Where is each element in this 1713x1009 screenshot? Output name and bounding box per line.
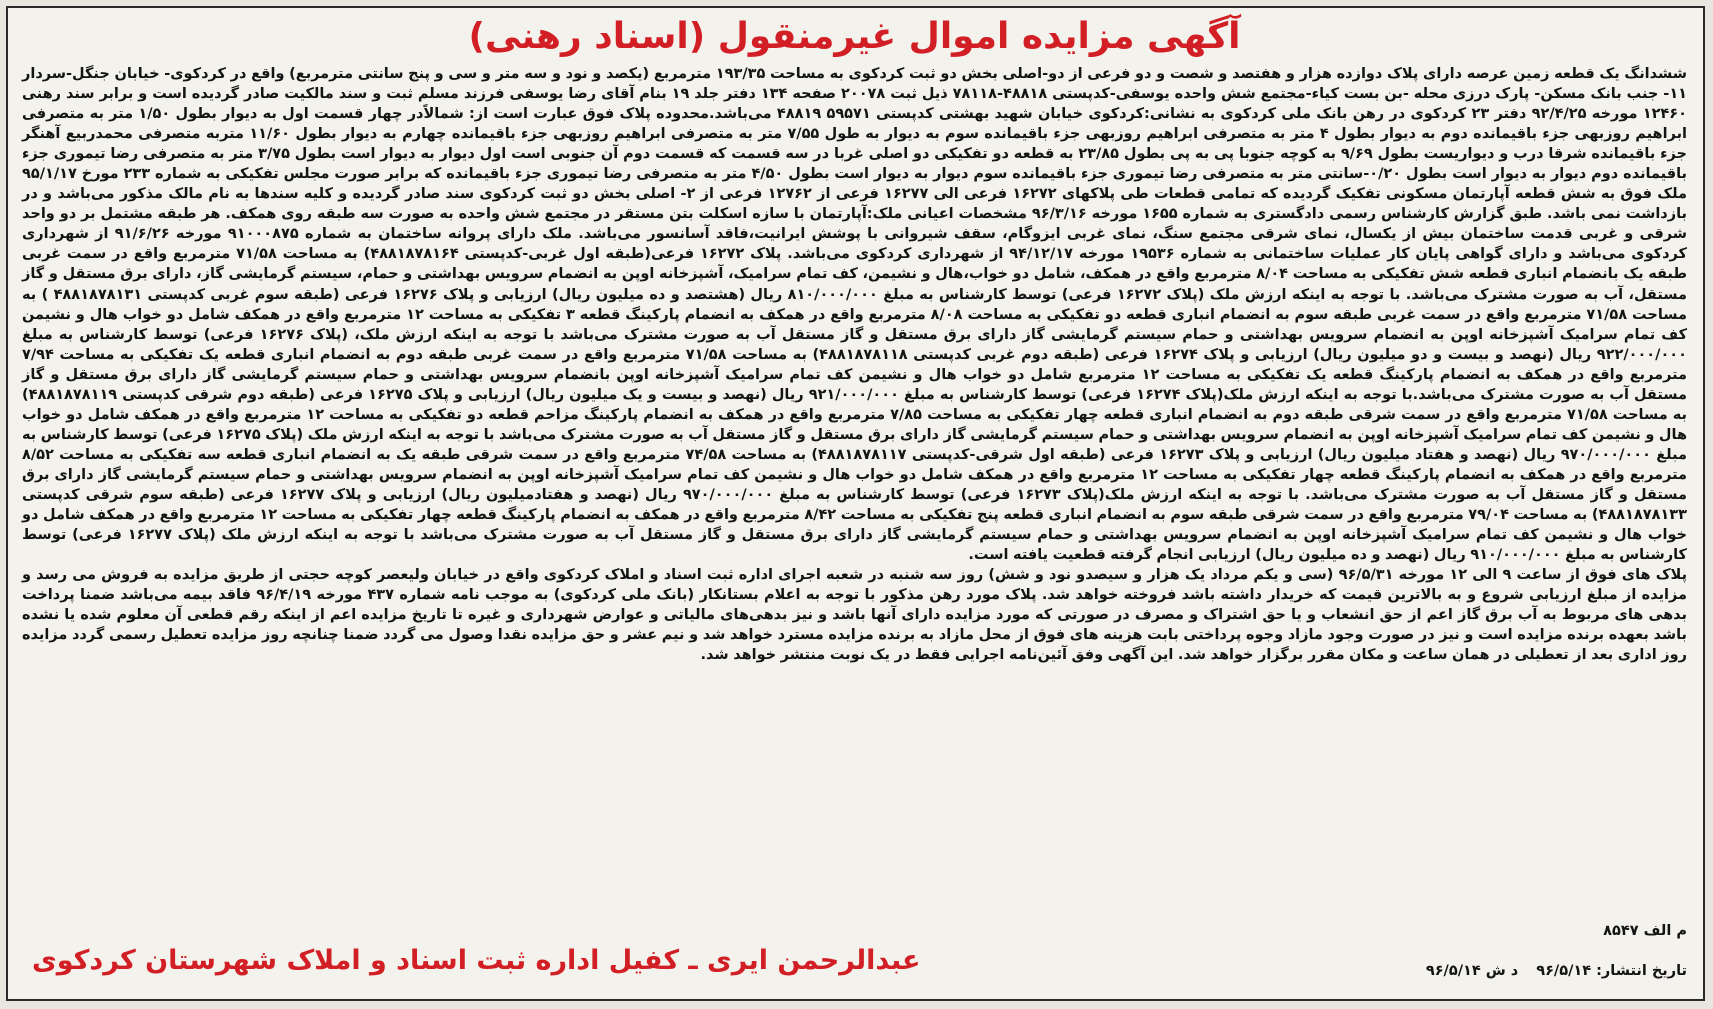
publish-code: د ش ۹۶/۵/۱۴ [1425,963,1519,979]
notice-paragraph-description: ششدانگ یک قطعه زمین عرصه دارای پلاک دوازده هزار و هفتصد و شصت و دو فرعی از دو-اصلی بخش دو ثبت کردکوی به مساحت ۱۹۳/۳۵ مترمربع (یکصد و نود و سه متر و سی و پنج سانتی مترمربع) واقع در کردکوی- خیابان جنگل-سردار ۱۱- جنب بانک مسکن- پارک درزی محله -بن بست کیاء-مجتمع شش واحده یوسفی-کدپستی ۴۸۸۱۸-۷۸۱۱۸ ذیل ثبت ۲۰۰۷۸ صفحه ۱۳۴ دفتر جلد ۱۹ بنام آقای رضا یوسفی فرزند مسلم ثبت و سند مالکیت صادر گردیده است و برابر سند رهنی ۱۲۴۶۰ مورخه ۹۲/۴/۲۵ دفتر ۲۳ کردکوی در رهن بانک ملی کردکوی به نشانی:کردکوی خیابان شهید بهشتی کدپستی ۵۹۵۷۱ ۴۸۸۱۹ می‌باشد.محدوده پلاک فوق عبارت است از: شمالاًدر چهار قسمت اول به دیوار بطول ۱/۵۰ متر به متصرفی ابراهیم روزبهی جزء باقیمانده دوم به دیوار بطول ۴ متر به متصرفی ابراهیم روزبهی جزء باقیمانده سوم به دیوار به طول ۷/۵۵ متر به متصرفی ابراهیم روزبهی جزء باقیمانده چهارم به دیوار بطول ۱۱/۶۰ متربه متصرفی محمدربیع آهنگر جزء باقیمانده شرقا درب و دیواریست بطول ۹/۶۹ به کوچه جنوبا پی به پی بطول ۲۳/۸۵ به قطعه دو تفکیکی دو اصلی غربا در سه قسمت که قسمت دوم آن جنوبی است اول دیوار به دیوار است بطول ۳/۷۵ متر به متصرفی رضا تیموری جزء باقیمانده دوم دیوار به دیوار است بطول ۰/۲۰-سانتی متر به متصرفی رضا تیموری جزء باقیمانده سوم دیوار به دیوار است بطول ۴/۵۰ متر به متصرفی رضا تیموری جزء باقیمانده که برابر صورت مجلس تفکیکی به شماره ۲۳۳ مورخ ۹۵/۱/۱۷ ملک فوق به شش قطعه آپارتمان مسکونی تفکیک گردیده که تمامی قطعات طی پلاکهای ۱۶۲۷۲ فرعی الی ۱۶۲۷۷ فرعی از ۱۲۷۶۲ فرعی از ۲- اصلی بخش دو ثبت کردکوی سند صادر گردیده و کلیه سندها به نام مالک مذکور می‌باشد و در بازداشت نمی باشد. طبق گزارش کارشناس رسمی دادگستری به شماره ۱۶۵۵ مورخه ۹۶/۳/۱۶ مشخصات اعیانی ملک:آپارتمان با سازه اسکلت بتن مستقر در مجتمع شش واحده به صورت سه طبقه روی همکف. هر طبقه مشتمل بر دو واحد شرقی و غربی قدمت ساختمان بیش از یکسال، نمای شرقی مجتمع سنگ، نمای غربی ایزوگام، سقف شیروانی با پوشش ایرانیت،فاقد آسانسور می‌باشد. ملک دارای پروانه ساختمان به شماره ۹۱۰۰۰۸۷۵ مورخه ۹۱/۶/۲۶ از شهرداری کردکوی می‌باشد و دارای گواهی پایان کار عملیات ساختمانی به شماره ۱۹۵۳۶ مورخه ۹۴/۱۲/۱۷ از شهرداری کردکوی می‌باشد. پلاک ۱۶۲۷۲ فرعی(طبقه اول غربی-کدپستی ۴۸۸۱۸۷۸۱۶۴) به مساحت ۷۱/۵۸ مترمربع واقع در سمت غربی طبقه یک بانضمام انباری قطعه شش تفکیکی به مساحت ۸/۰۴ مترمربع واقع در همکف، شامل دو خواب،هال و نشیمن، کف تمام سرامیک، آشپزخانه اوپن به انضمام سرویس بهداشتی و حمام، سیستم گرمایشی گاز، دارای برق مستقل و گاز مستقل، آب به صورت مشترک می‌باشد. با توجه به اینکه ارزش ملک (پلاک ۱۶۲۷۲ فرعی) توسط کارشناس به مبلغ ۸۱۰/۰۰۰/۰۰۰ ریال (هشتصد و ده میلیون ریال) ارزیابی و پلاک ۱۶۲۷۶ فرعی (طبقه سوم غربی کدپستی ۴۸۸۱۸۷۸۱۳۱ ) به مساحت ۷۱/۵۸ مترمربع واقع در سمت غربی طبقه سوم به انضمام انباری قطعه دو تفکیکی به مساحت ۸/۰۸ مترمربع واقع در همکف به انضمام پارکینگ قطعه ۳ تفکیکی به مساحت ۱۲ مترمربع واقع در همکف شامل دو خواب هال و نشیمن کف تمام سرامیک آشپزخانه اوپن به انضمام سرویس بهداشتی و حمام سیستم گرمایشی گاز دارای برق مستقل و گاز مستقل آب به صورت مشترک می‌باشد با توجه به اینکه ارزش ملک، (پلاک ۱۶۲۷۶ فرعی) توسط کارشناس به مبلغ ۹۲۲/۰۰۰/۰۰۰ ریال (نهصد و بیست و دو میلیون ریال) ارزیابی و پلاک ۱۶۲۷۴ فرعی (طبقه دوم غربی کدپستی ۴۸۸۱۸۷۸۱۱۸) به مساحت ۷۱/۵۸ مترمربع واقع در سمت غربی طبقه دوم به انضمام انباری قطعه یک تفکیکی به مساحت ۷/۹۴ مترمربع واقع در همکف به انضمام پارکینگ قطعه یک تفکیکی به مساحت ۱۲ مترمربع شامل دو خواب هال و نشیمن کف تمام سرامیک آشپزخانه اوپن بانضمام سرویس بهداشتی و حمام سیستم گرمایشی گاز دارای برق مستقل و گاز مستقل آب به صورت مشترک می‌باشد.با توجه به اینکه ارزش ملک(پلاک ۱۶۲۷۴ فرعی) توسط کارشناس به مبلغ ۹۲۱/۰۰۰/۰۰۰ ریال (نهصد و بیست و یک میلیون ریال) ارزیابی و پلاک ۱۶۲۷۵ فرعی (طبقه دوم شرقی کدپستی ۴۸۸۱۸۷۸۱۱۹) به مساحت ۷۱/۵۸ مترمربع واقع در سمت شرقی طبقه دوم به انضمام انباری قطعه چهار تفکیکی به مساحت ۷/۸۵ مترمربع واقع در همکف به انضمام پارکینگ مزاحم قطعه دو تفکیکی به مساحت ۱۲ مترمربع واقع در همکف شامل دو خواب هال و نشیمن کف تمام سرامیک آشپزخانه اوپن به انضمام سرویس بهداشتی و حمام سیستم گرمایشی گاز دارای برق مستقل و گاز مستقل آب به صورت مشترک می‌باشد با توجه به اینکه ارزش ملک (پلاک ۱۶۲۷۵ فرعی) توسط کارشناس به مبلغ ۹۷۰/۰۰۰/۰۰۰ ریال (نهصد و هفتاد میلیون ریال) ارزیابی و پلاک ۱۶۲۷۳ فرعی (طبقه اول شرقی-کدپستی ۴۸۸۱۸۷۸۱۱۷) به مساحت ۷۴/۵۸ مترمربع واقع در سمت شرقی طبقه یک به انضمام انباری قطعه سه تفکیکی به مساحت ۸/۵۲ مترمربع واقع در همکف به انضمام پارکینگ قطعه چهار تفکیکی به مساحت ۱۲ مترمربع واقع در همکف شامل دو خواب هال و نشیمن کف تمام سرامیک آشپزخانه اوپن به انضمام سرویس بهداشتی و حمام سیستم گرمایشی گاز دارای برق مستقل و گاز مستقل آب به صورت مشترک می‌باشد. با توجه به اینکه ارزش ملک(پلاک ۱۶۲۷۳ فرعی) توسط کارشناس به مبلغ ۹۷۰/۰۰۰/۰۰۰ ریال (نهصد و هفتادمیلیون ریال) ارزیابی و پلاک ۱۶۲۷۷ فرعی (طبقه سوم شرقی کدپستی ۴۸۸۱۸۷۸۱۳۳) به مساحت ۷۹/۰۴ مترمربع واقع در سمت شرقی طبقه سوم به انضمام انباری قطعه پنج تفکیکی به مساحت ۸/۴۲ مترمربع واقع در همکف به انضمام پارکینگ قطعه چهار تفکیکی به مساحت ۱۲ مترمربع واقع در همکف شامل دو خواب هال و نشیمن کف تمام سرامیک آشپزخانه اوپن به انضمام سرویس بهداشتی و حمام سیستم گرمایشی گاز دارای برق مستقل و گاز مستقل آب به صورت مشترک می‌باشد با توجه به اینکه ارزش ملک (پلاک ۱۶۲۷۷ فرعی) توسط کارشناس به مبلغ ۹۱۰/۰۰۰/۰۰۰ ریال (نهصد و ده میلیون ریال) ارزیابی انجام گرفته قطعیت یافته است. [22,66,1688,564]
notice-paragraph-auction-terms: پلاک های فوق از ساعت ۹ الی ۱۲ مورخه ۹۶/۵/۳۱ (سی و یکم مرداد یک هزار و سیصدو نود و شش) روز سه شنبه در شعبه اجرای اداره ثبت اسناد و املاک کردکوی واقع در خیابان ولیعصر کوچه حجتی از طریق مزایده به فروش می رسد و مزایده از مبلغ ارزیابی شروع و به بالاترین قیمت که خریدار داشته باشد فروخته خواهد شد. پلاک مورد رهن مذکور با توجه به اعلام بستانکار (بانک ملی کردکوی) به موجب نامه شماره ۴۳۷ مورخه ۹۶/۴/۱۹ فاقد بیمه می‌باشد ضمنا پرداخت بدهی های مربوط به آب برق گاز اعم از حق انشعاب و یا حق اشتراک و مصرف در صورتی که مورد مزایده دارای آنها باشد و نیز بدهی‌های مالیاتی و عوارض شهرداری و غیره تا تاریخ مزایده اعم از اینکه رقم قطعی آن معلوم شده یا نشده باشد بعهده برنده مزایده است و نیز در صورت وجود مازاد وجوه پرداختی بابت هزینه های فوق از محل مازاد به برنده مزایده مسترد خواهد شد و نیم عشر و حق مزایده نقدا وصول می گردد ضمنا چنانچه روز مزایده تعطیل رسمی گردد مزایده روز اداری بعد از تعطیلی در همان ساعت و مکان مقرر برگزار خواهد شد. این آگهی وفق آئین‌نامه اجرایی فقط در یک نوبت منتشر خواهد شد. [22,567,1688,664]
notice-title: آگهی مزایده اموال غیرمنقول (اسناد رهنی) [468,16,1241,57]
publish-date: تاریخ انتشار: ۹۶/۵/۱۴ [1536,963,1687,979]
notice-sheet [6,6,1705,1001]
publish-date-line [1426,961,1687,981]
notice-footer [22,921,1687,991]
signature-line: عبدالرحمن ایری ـ کفیل اداره ثبت اسناد و املاک شهرستان کردکوی [32,945,921,976]
reference-number: م الف ۸۵۴۷ [1603,923,1687,939]
